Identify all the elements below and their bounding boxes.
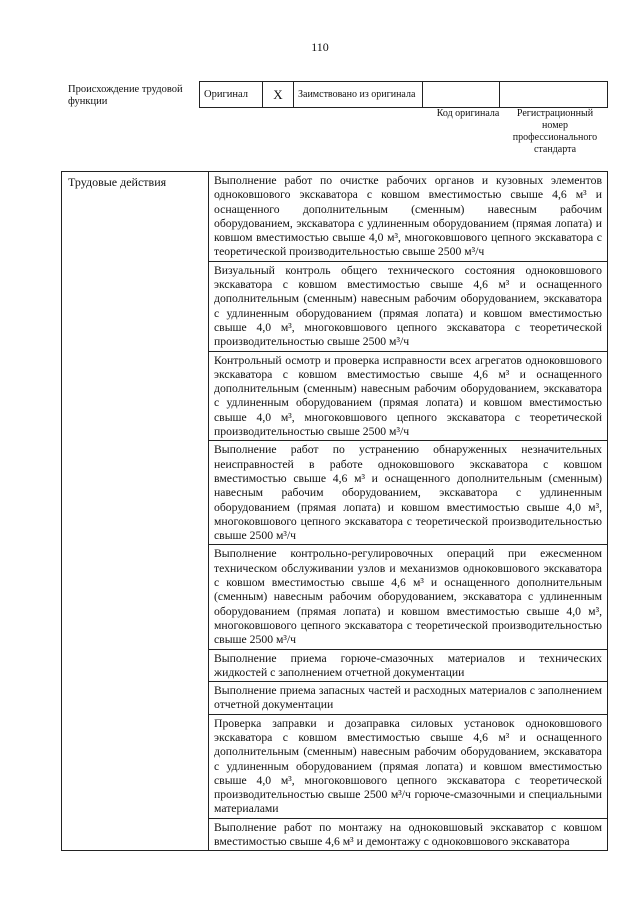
labor-action-item: Визуальный контроль общего технического состояния одноковшового экскаватора с ковшом вместимостью свыше 4,6 м³ и оснащенного дополнительным (сменным) навесным рабочим оборудованием, экскаватора с удлиненным оборудованием (прямая лопата) и ковшом вместимостью свыше 4,0 м³, многоковшового цепного экскаватора с теоретической производительностью свыше 2500 м³/ч [209, 261, 608, 351]
registration-number-caption: Регистрационный номер профессионального стандарта [512, 108, 598, 155]
origin-table [199, 81, 608, 108]
labor-action-item: Выполнение работ по очистке рабочих органов и кузовных элементов одноковшового экскаватора с ковшом вместимостью свыше 4,6 м³ и оснащенного дополнительным (сменным) навесным рабочим оборудованием, экскаватора с удлиненным оборудованием (прямая лопата) и ковшом вместимостью свыше 4,0 м³, многоковшового цепного экскаватора с теоретической производительностью свыше 2500 м³/ч [209, 172, 608, 262]
origin-label: Происхождение трудовой функции [68, 84, 183, 107]
labor-action-item: Выполнение приема запасных частей и расходных материалов с заполнением отчетной документации [209, 682, 608, 715]
borrowed-label: Заимствовано из оригинала [294, 82, 423, 108]
labor-actions-table [61, 171, 608, 851]
original-label: Оригинал [200, 82, 263, 108]
labor-action-item: Выполнение приема горюче-смазочных материалов и технических жидкостей с заполнением отчетной документации [209, 649, 608, 682]
labor-action-item: Выполнение контрольно-регулировочных операций при ежесменном техническом обслуживании узлов и механизмов одноковшового экскаватора с ковшом вместимостью свыше 4,6 м³ и оснащенного дополнительным (сменным) навесным рабочим оборудованием, экскаватора с удлиненным оборудованием (прямая лопата) и ковшом вместимостью свыше 4,0 м³, многоковшового цепного экскаватора с теоретической производительностью свыше 2500 м³/ч [209, 545, 608, 649]
original-code-cell [423, 82, 500, 108]
code-caption: Код оригинала [436, 108, 500, 119]
labor-actions-label: Трудовые действия [62, 172, 209, 851]
table-row [62, 172, 608, 262]
labor-action-item: Выполнение работ по устранению обнаруженных незначительных неисправностей в работе одноковшового экскаватора с ковшом вместимостью свыше 4,6 м³ и оснащенного дополнительным (сменным) навесным рабочим оборудованием, экскаватора с удлиненным оборудованием (прямая лопата) и ковшом вместимостью свыше 4,0 м³, многоковшового цепного экскаватора с теоретической производительностью свыше 2500 м³/ч [209, 441, 608, 545]
original-mark: X [263, 82, 294, 108]
labor-action-item: Контрольный осмотр и проверка исправности всех агрегатов одноковшового экскаватора с ковшом вместимостью свыше 4,6 м³ и оснащенного дополнительным (сменным) навесным рабочим оборудованием, экскаватора с удлиненным оборудованием (прямая лопата) и ковшом вместимостью свыше 4,0 м³, многоковшового цепного экскаватора с теоретической производительностью свыше 2500 м³/ч [209, 351, 608, 441]
page-number: 110 [311, 40, 329, 54]
labor-action-item: Выполнение работ по монтажу на одноковшовый экскаватор с ковшом вместимостью свыше 4,6 м³ и демонтажу с одноковшового экскаватора [209, 818, 608, 851]
labor-action-item: Проверка заправки и дозаправка силовых установок одноковшового экскаватора с ковшом вместимостью свыше 4,6 м³ и оснащенного дополнительным (сменным) навесным рабочим оборудованием, экскаватора с удлиненным оборудованием (прямая лопата) и ковшом вместимостью свыше 4,0 м³, многоковшового цепного экскаватора с теоретической производительностью свыше 2500 м³/ч горюче-смазочными и специальными материалами [209, 714, 608, 818]
registration-number-cell [500, 82, 608, 108]
